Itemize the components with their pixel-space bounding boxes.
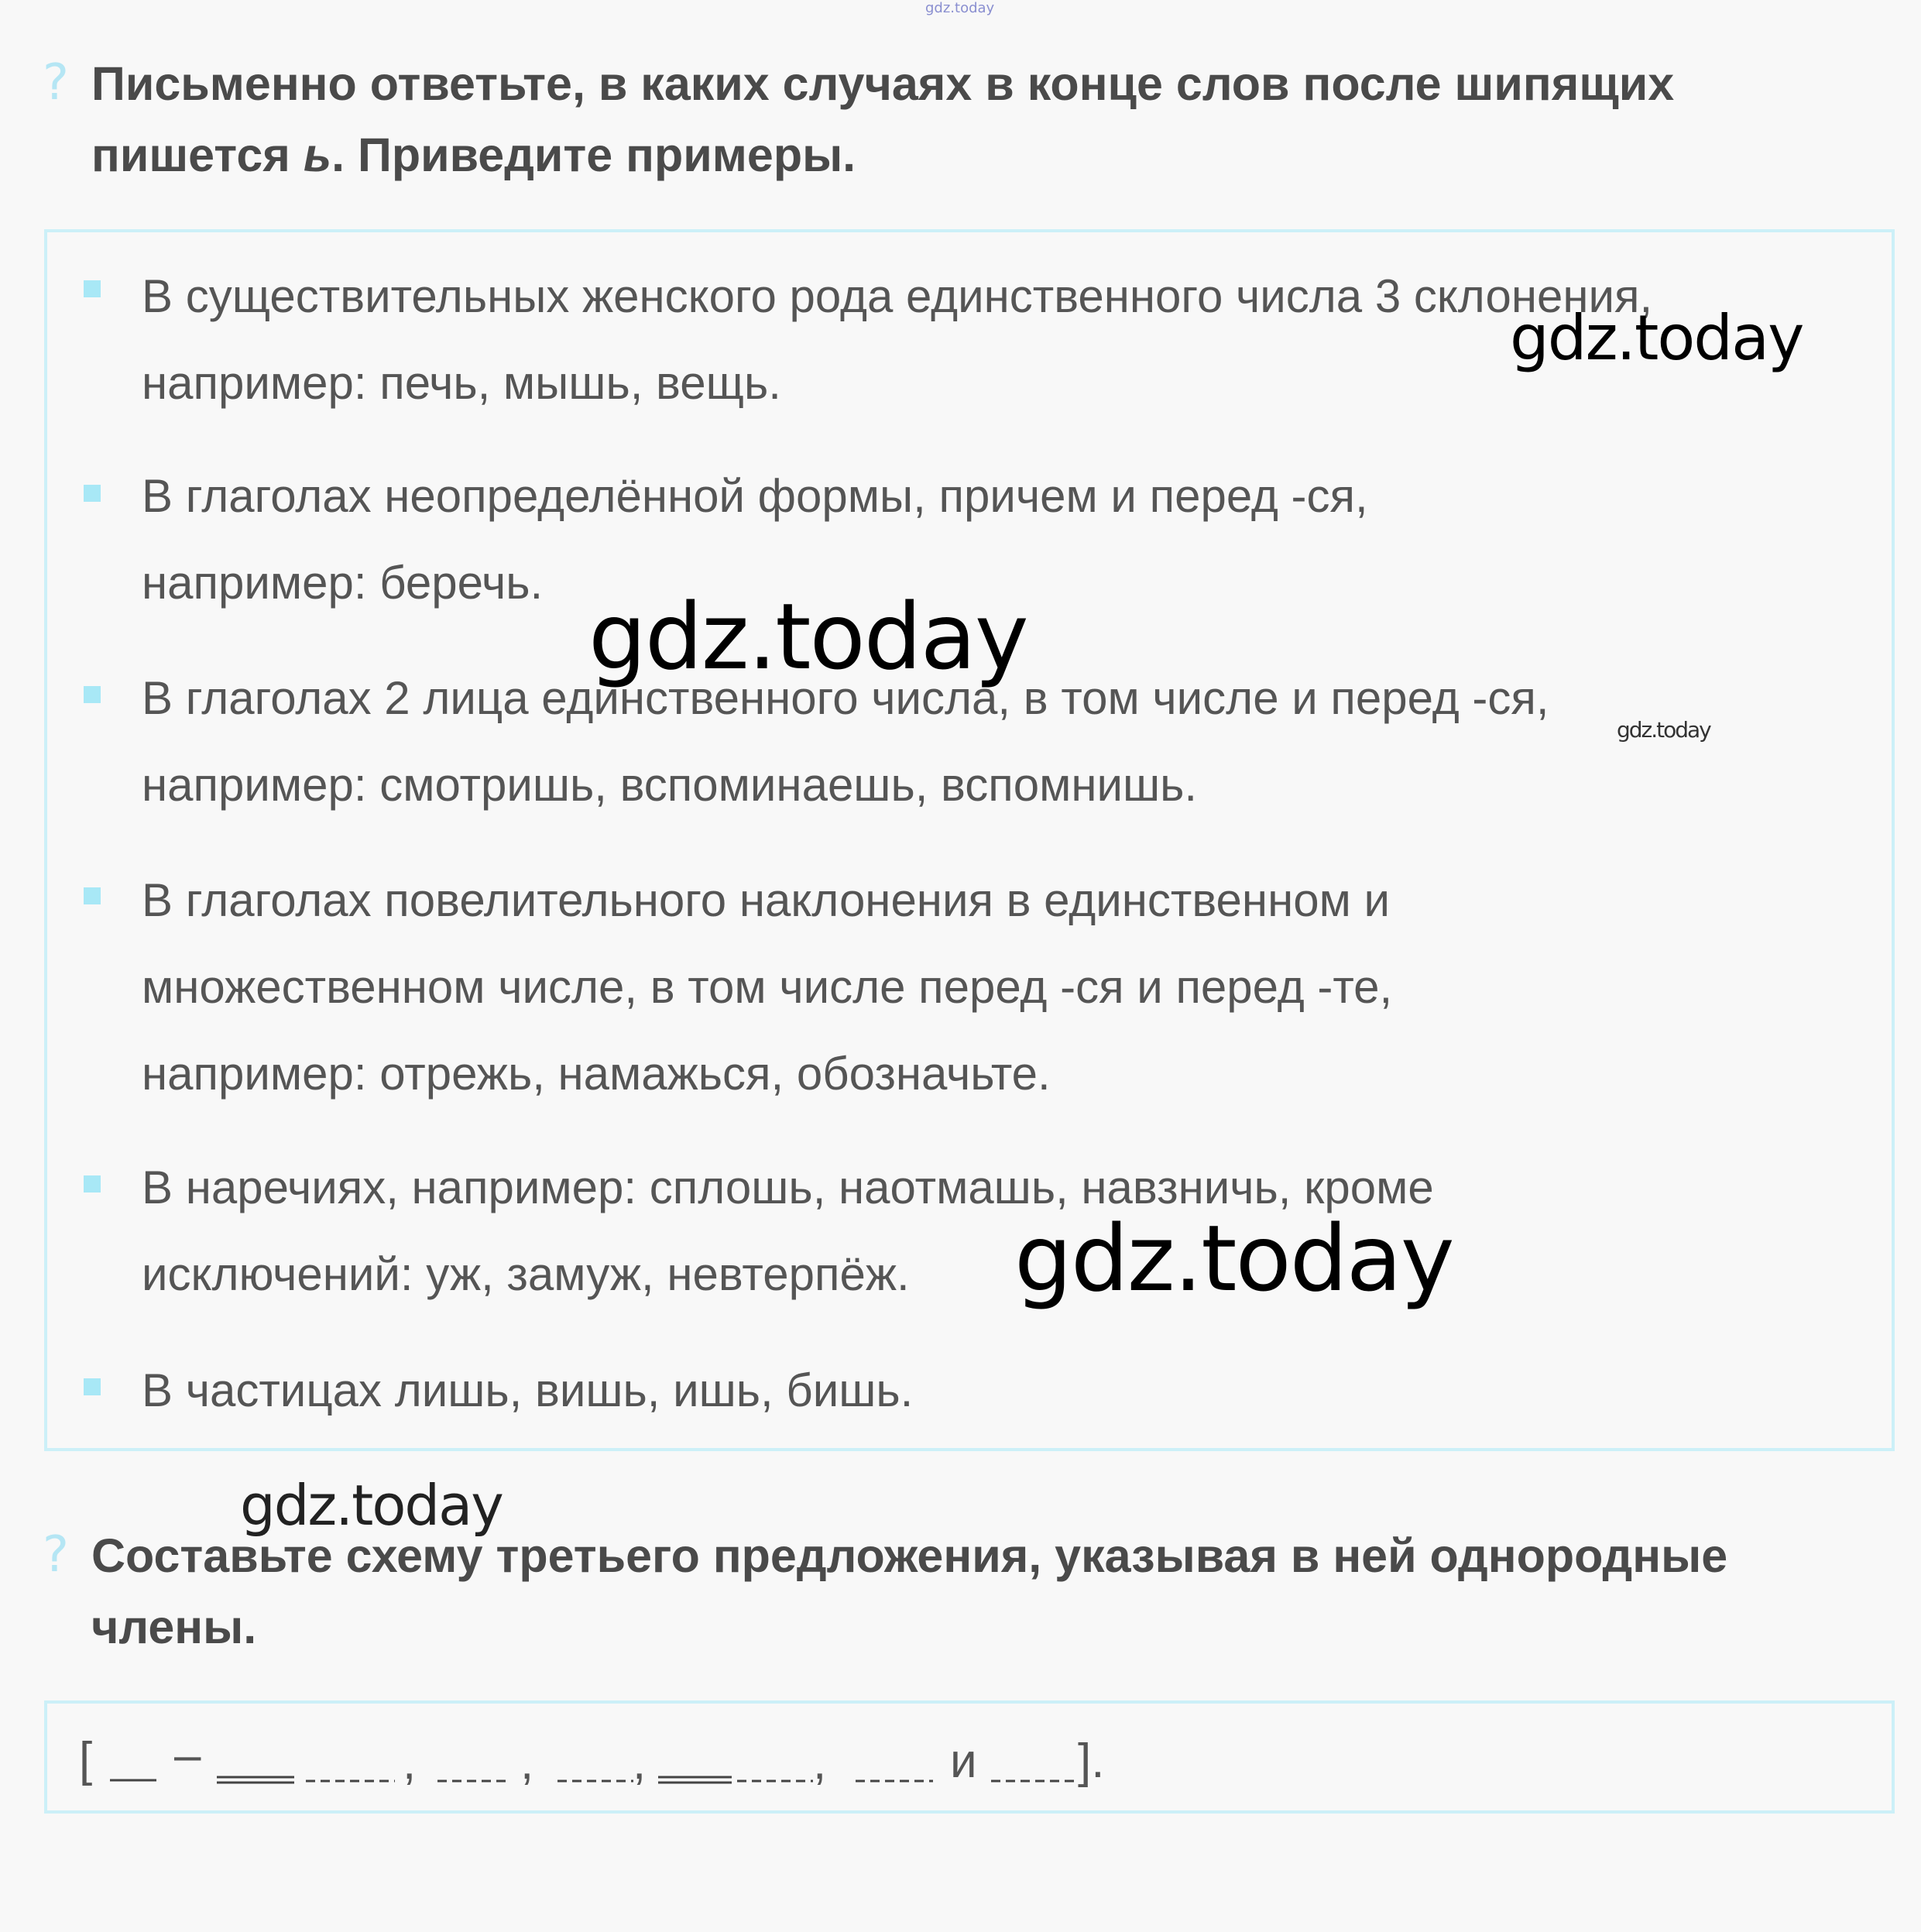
bullet-icon [84,887,101,904]
dash: – [174,1728,201,1782]
question-2 [43,1520,1823,1663]
comma: , [403,1736,417,1790]
answer-item-4-line-2: множественном числе, в том числе перед -ся и перед -те, [142,961,1393,1013]
answer-item-2-line-2: например: беречь. [142,557,544,609]
question-mark-icon: ? [43,1526,69,1584]
question-1-line-2 [91,119,1674,190]
watermark: gdz.today [240,1473,503,1538]
answer-item-4-line-3: например: отрежь, намажься, обозначьте. [142,1048,1051,1100]
soft-sign-letter: ь [303,129,332,181]
watermark: gdz.today [1014,1205,1453,1312]
watermark: gdz.today [588,583,1027,690]
watermark: gdz.today [1617,717,1710,743]
question-1-line-1: Письменно ответьте, в каких случаях в конце слов после шипящих [91,57,1675,110]
answer-item-4-line-1: В глаголах повелительного наклонения в единственном и [142,874,1391,926]
question-mark-icon: ? [43,54,69,112]
question-1-line-2-start: пишется [91,129,304,181]
comma: , [520,1736,534,1790]
bullet-icon [84,1378,101,1395]
open-bracket: [ [79,1733,93,1786]
bullet-icon [84,686,101,703]
bullet-icon [84,485,101,502]
question-2-line-1: Составьте схему третьего предложения, указывая в ней однородные [91,1529,1728,1582]
site-mark: gdz.today [925,0,995,16]
answer-item-2-line-1: В глаголах неопределённой формы, причем и перед -ся, [142,470,1368,522]
answer-item-5-line-1: В наречиях, например: сплошь, наотмашь, навзничь, кроме [142,1162,1434,1213]
answer-item-2 [142,453,1921,626]
answer-item-3-line-2: например: смотришь, вспоминаешь, вспомнишь. [142,759,1198,811]
bullet-icon [84,280,101,297]
answer-item-6-line-1: В частицах лишь, вишь, ишь, бишь. [142,1364,914,1416]
question-1-text [91,48,1674,190]
answer-item-3-line-1: В глаголах 2 лица единственного числа, в том числе и перед -ся, [142,672,1549,724]
comma: , [633,1736,647,1790]
bullet-icon [84,1175,101,1192]
comma: , [813,1736,827,1790]
watermark: gdz.today [1510,302,1803,374]
sentence-scheme [70,1715,1169,1800]
answer-item-1-line-1: В существительных женского рода единственного числа 3 склонения, [142,270,1653,322]
question-1-line-2-end: . Приведите примеры. [331,129,856,181]
answer-item-6 [142,1347,1921,1434]
answer-item-4 [142,857,1921,1117]
question-2-text [91,1520,1727,1663]
question-1 [43,48,1823,190]
answer-item-5-line-2: исключений: уж, замуж, невтерпёж. [142,1248,910,1300]
question-2-line-2: члены. [91,1601,257,1653]
conjunction-and: и [950,1735,977,1788]
close-bracket: ]. [1078,1735,1105,1788]
answer-item-1-line-2: например: печь, мышь, вещь. [142,357,781,409]
